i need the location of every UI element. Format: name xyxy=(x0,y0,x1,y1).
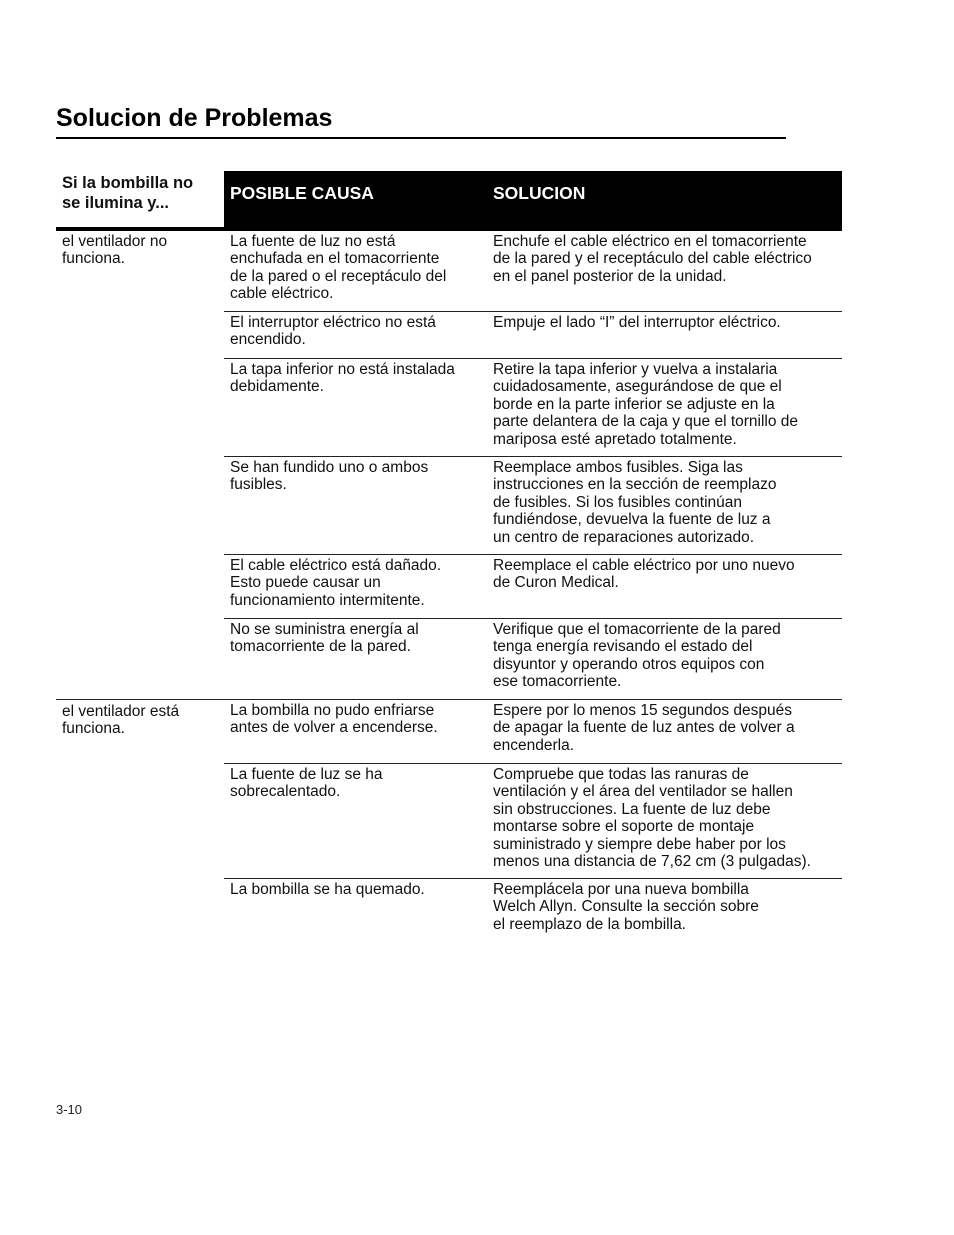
solution-cell: Reemplace el cable eléctrico por uno nuevo de Curon Medical. xyxy=(493,557,795,592)
table-row xyxy=(224,619,842,700)
table-header-bar xyxy=(224,171,842,231)
table-row xyxy=(224,359,842,457)
table-row xyxy=(224,555,842,619)
cause-cell: La fuente de luz se ha sobrecalentado. xyxy=(230,766,383,801)
table-row xyxy=(224,457,842,555)
cause-cell: La bombilla se ha quemado. xyxy=(230,881,425,898)
table-row xyxy=(224,879,842,949)
cause-column-header: POSIBLE CAUSA xyxy=(230,183,374,203)
cause-cell: El interruptor eléctrico no está encendido. xyxy=(230,314,436,349)
solution-cell: Reemplácela por una nueva bombilla Welch Allyn. Consulte la sección sobre el reemplazo de la bombilla. xyxy=(493,881,759,933)
condition-header-text: Si la bombilla no se ilumina y... xyxy=(62,174,194,212)
cause-cell: Se han fundido uno o ambos fusibles. xyxy=(230,459,429,494)
cause-cell: La bombilla no pudo enfriarse antes de volver a encenderse. xyxy=(230,702,438,737)
title-rule xyxy=(56,137,786,139)
solution-cell: Verifique que el tomacorriente de la pared tenga energía revisando el estado del disyuntor y operando otros equipos con ese tomacorriente. xyxy=(493,621,781,691)
cause-cell: El cable eléctrico está dañado. Esto puede causar un funcionamiento intermitente. xyxy=(230,557,442,609)
solution-cell: Reemplace ambos fusibles. Siga las instrucciones en la sección de reemplazo de fusibles. Si los fusibles continúan fundiéndose, devuelva la fuente de luz a un centro de reparaciones autorizado. xyxy=(493,459,777,546)
page-number: 3-10 xyxy=(56,1102,83,1117)
solution-cell: Enchufe el cable eléctrico en el tomacorriente de la pared y el receptáculo del cable eléctrico en el panel posterior de la unidad. xyxy=(493,233,812,285)
condition-cell: el ventilador no funciona. xyxy=(62,233,168,268)
cause-cell: La tapa inferior no está instalada debidamente. xyxy=(230,361,455,396)
cause-cell: No se suministra energía al tomacorriente de la pared. xyxy=(230,621,419,656)
solution-cell: Compruebe que todas las ranuras de ventilación y el área del ventilador se hallen sin obstrucciones. La fuente de luz debe montarse sobre el soporte de montaje suministrado y siempre debe haber por los menos una distancia de 7,62 cm (3 pulgadas). xyxy=(493,766,811,871)
page-title: Solucion de Problemas xyxy=(56,104,333,132)
condition-column-header xyxy=(56,171,224,231)
table-row xyxy=(224,312,842,359)
table-row xyxy=(224,231,842,312)
solution-cell: Espere por lo menos 15 segundos después de apagar la fuente de luz antes de volver a encenderla. xyxy=(493,702,795,754)
table-row xyxy=(224,764,842,879)
table-row xyxy=(224,700,842,764)
cause-cell: La fuente de luz no está enchufada en el tomacorriente de la pared o el receptáculo del cable eléctrico. xyxy=(230,233,447,303)
solution-cell: Retire la tapa inferior y vuelva a instalaria cuidadosamente, asegurándose de que el borde en la parte inferior se adjuste en la parte delantera de la caja y que el tornillo de mariposa esté apretado totalmente. xyxy=(493,361,799,448)
solution-column-header: SOLUCION xyxy=(493,183,586,203)
group-divider xyxy=(56,699,224,700)
solution-cell: Empuje el lado “I” del interruptor eléctrico. xyxy=(493,314,781,331)
condition-cell: el ventilador está funciona. xyxy=(62,703,180,738)
